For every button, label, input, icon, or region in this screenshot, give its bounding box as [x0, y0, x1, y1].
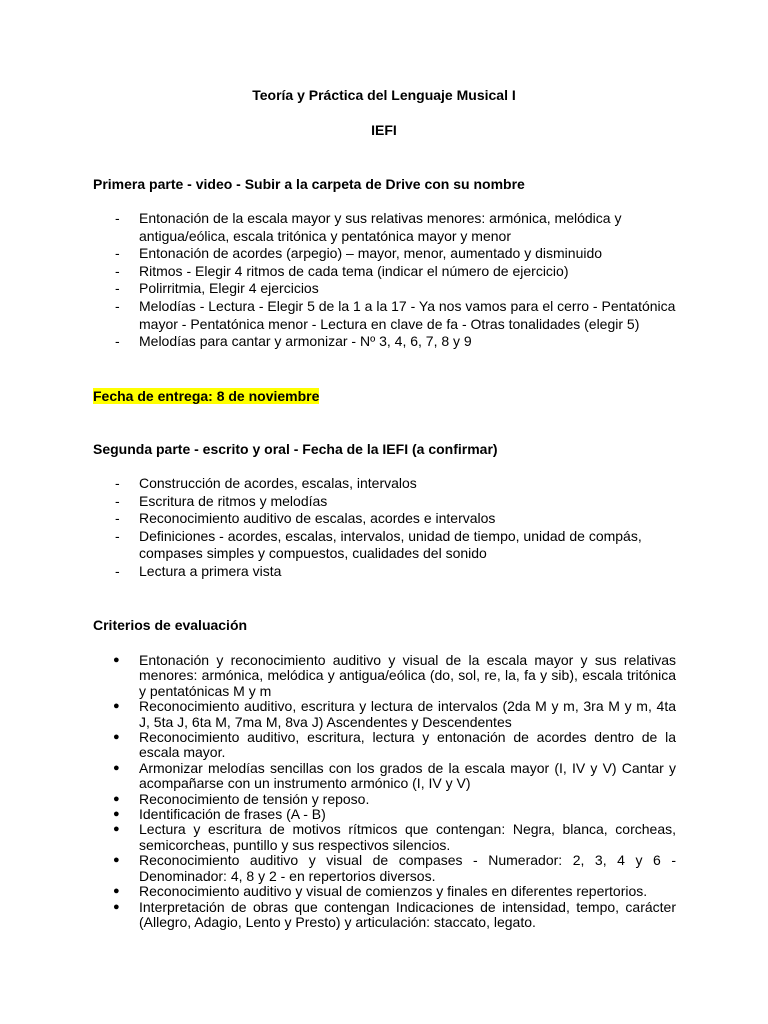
- list-item: - Escritura de ritmos y melodías: [93, 493, 676, 511]
- deadline-note: [93, 388, 319, 405]
- list-item: - Reconocimiento auditivo de escalas, acordes e intervalos: [93, 510, 676, 528]
- list-item: - Ritmos - Elegir 4 ritmos de cada tema (indicar el número de ejercicio): [93, 263, 676, 281]
- list-item: ● Lectura y escritura de motivos rítmicos que contengan: Negra, blanca, corcheas, semicorcheas, puntillo y sus respectivos silencios.: [93, 822, 676, 853]
- list-item: ● Reconocimiento auditivo y visual de compases - Numerador: 2, 3, 4 y 6 - Denominador: 4, 8 y 2 - en repertorios diversos.: [93, 853, 676, 884]
- list-item: - Construcción de acordes, escalas, intervalos: [93, 475, 676, 493]
- segunda-parte-list: [93, 475, 676, 581]
- section-heading-criterios: Criterios de evaluación: [93, 617, 248, 633]
- list-item: - Melodías para cantar y armonizar - Nº 3, 4, 6, 7, 8 y 9: [93, 333, 676, 351]
- list-item: ● Interpretación de obras que contengan Indicaciones de intensidad, tempo, carácter (Allegro, Adagio, Lento y Presto) y articulación: staccato, legato.: [93, 900, 676, 931]
- list-item: - Lectura a primera vista: [93, 563, 676, 581]
- list-item: ● Entonación y reconocimiento auditivo y visual de la escala mayor y sus relativas menores: armónica, melódica y antigua/eólica (do, sol, re, la, fa y sib), escala tritónica y pentatónicas M y m: [93, 653, 676, 699]
- list-item: - Entonación de acordes (arpegio) – mayor, menor, aumentado y disminuido: [93, 245, 676, 263]
- primera-parte-list: [93, 210, 676, 351]
- section-heading-segunda-parte: Segunda parte - escrito y oral - Fecha de la IEFI (a confirmar): [93, 441, 498, 457]
- page-title: Teoría y Práctica del Lenguaje Musical I: [252, 87, 516, 103]
- list-item: ● Reconocimiento auditivo, escritura, lectura y entonación de acordes dentro de la escala mayor.: [93, 730, 676, 761]
- list-item: ● Reconocimiento auditivo, escritura y lectura de intervalos (2da M y m, 3ra M y m, 4ta J, 5ta J, 6ta M, 7ma M, 8va J) Ascendentes y Descendentes: [93, 699, 676, 730]
- list-item: - Melodías - Lectura - Elegir 5 de la 1 a la 17 - Ya nos vamos para el cerro - Pentatónica mayor - Pentatónica menor - Lectura en clave de fa - Otras tonalidades (elegir 5): [93, 298, 676, 333]
- list-item: ● Reconocimiento de tensión y reposo.: [93, 792, 676, 807]
- list-item: - Definiciones - acordes, escalas, intervalos, unidad de tiempo, unidad de compás, compases simples y compuestos, cualidades del sonido: [93, 528, 676, 563]
- section-heading-primera-parte: Primera parte - video - Subir a la carpeta de Drive con su nombre: [93, 176, 525, 192]
- list-item: ● Identificación de frases (A - B): [93, 807, 676, 822]
- criterios-list: [93, 653, 676, 930]
- page-subtitle: IEFI: [371, 122, 397, 138]
- list-item: ● Armonizar melodías sencillas con los grados de la escala mayor (I, IV y V) Cantar y acompañarse con un instrumento armónico (I, IV y V): [93, 761, 676, 792]
- deadline-highlight: Fecha de entrega: 8 de noviembre: [93, 388, 320, 404]
- list-item: - Polirritmia, Elegir 4 ejercicios: [93, 280, 676, 298]
- list-item: ● Reconocimiento auditivo y visual de comienzos y finales en diferentes repertorios.: [93, 884, 676, 899]
- list-item: - Entonación de la escala mayor y sus relativas menores: armónica, melódica y antigua/eólica, escala tritónica y pentatónica mayor y menor: [93, 210, 676, 245]
